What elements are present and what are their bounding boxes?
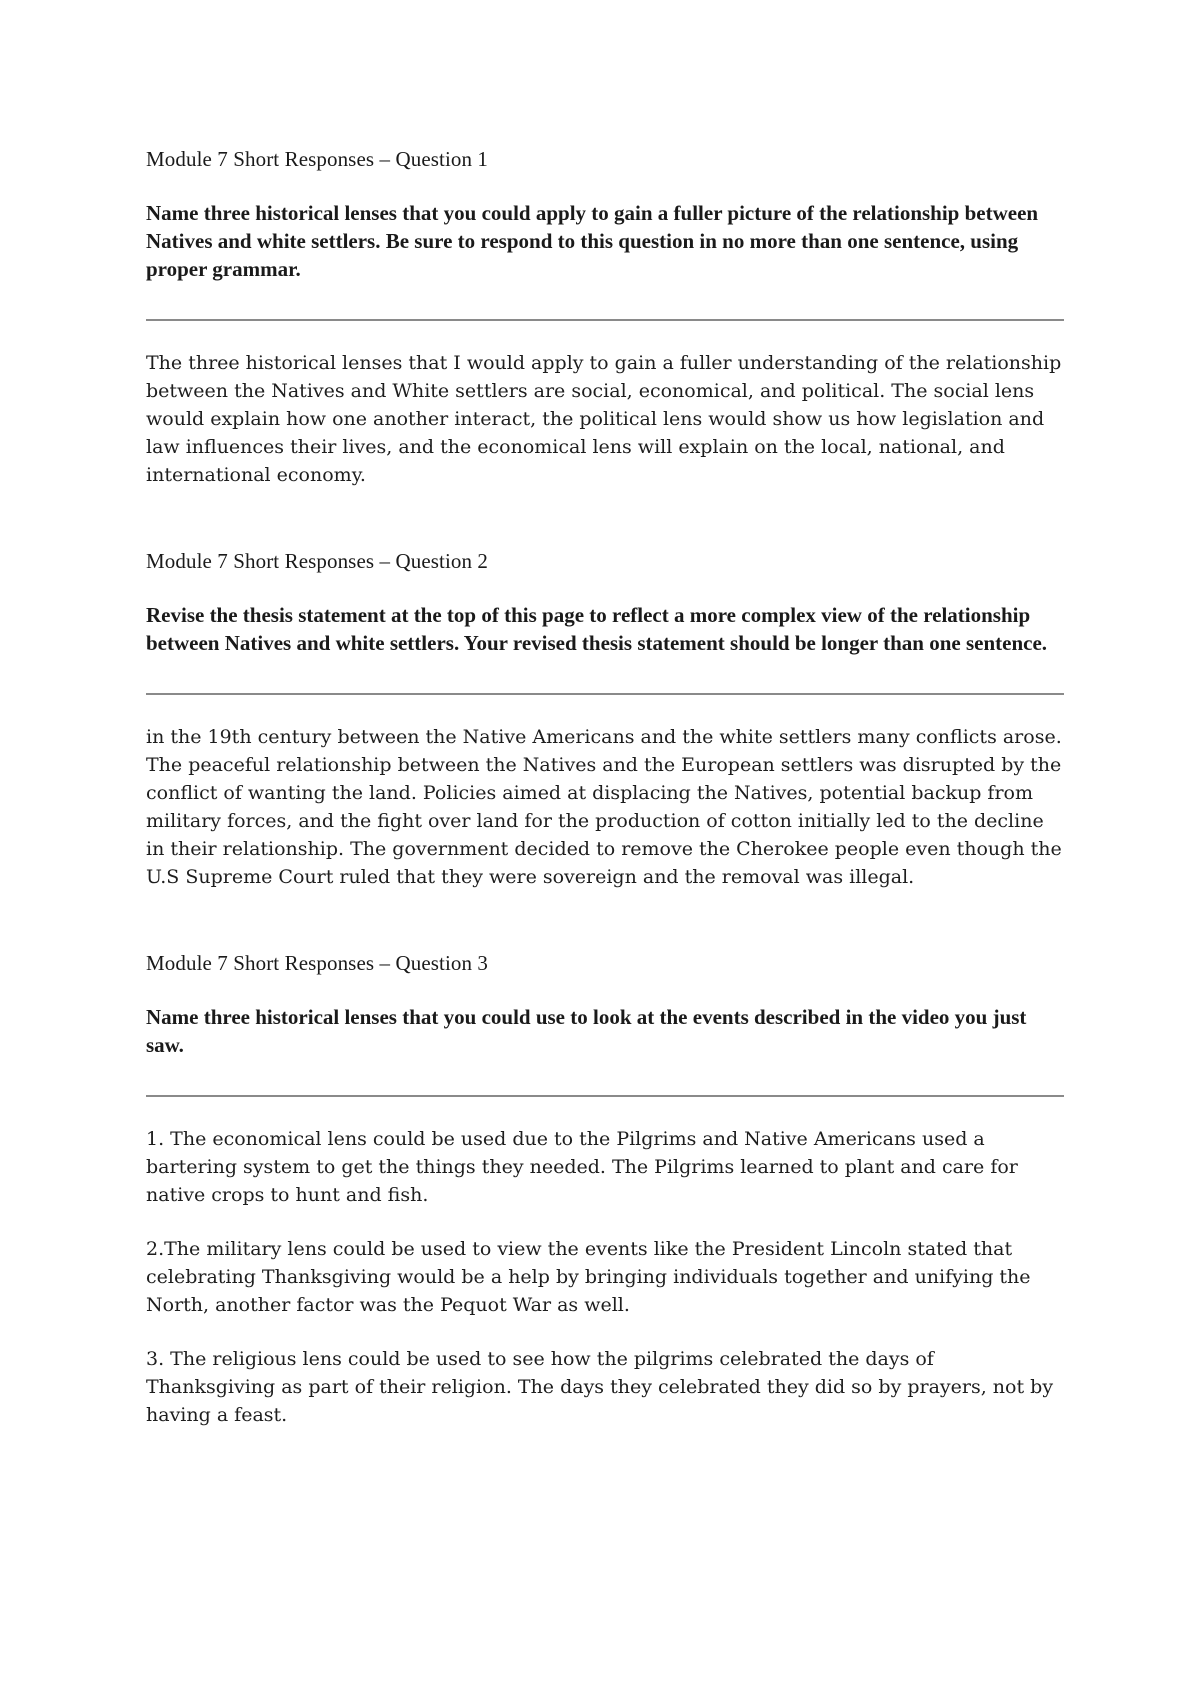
answer-paragraph-1: 1. The economical lens could be used due to the Pilgrims and Native Americans used a bartering system to get the things they needed. The Pilgrims learned to plant and care for native crops to hunt and fish.: [146, 1128, 1018, 1206]
question-3-section: [146, 949, 1064, 1429]
answer-paragraph: The three historical lenses that I would apply to gain a fuller understanding of the relationship between the Natives and White settlers are social, economical, and political. The social lens would explain how one another interact, the political lens would show us how legislation and law influences their lives, and the economical lens will explain on the local, national, and international economy.: [146, 352, 1062, 486]
question-3-title: Module 7 Short Responses – Question 3: [146, 951, 489, 975]
question-1-section: [146, 145, 1064, 489]
question-1-title: Module 7 Short Responses – Question 1: [146, 147, 489, 171]
question-3-prompt: Name three historical lenses that you could use to look at the events described in the video you just saw.: [146, 1005, 1027, 1057]
question-2-section: [146, 547, 1064, 891]
question-2-divider: [146, 693, 1064, 695]
answer-paragraph: in the 19th century between the Native Americans and the white settlers many conflicts arose. The peaceful relationship between the Natives and the European settlers was disrupted by the conflict of wanting the land. Policies aimed at displacing the Natives, potential backup from military forces, and the fight over land for the production of cotton initially led to the decline in their relationship. The government decided to remove the Cherokee people even though the U.S Supreme Court ruled that they were sovereign and the removal was illegal.: [146, 726, 1062, 888]
answer-paragraph-2: 2.The military lens could be used to view the events like the President Lincoln stated that celebrating Thanksgiving would be a help by bringing individuals together and unifying the North, another factor was the Pequot War as well.: [146, 1238, 1031, 1316]
question-2-title: Module 7 Short Responses – Question 2: [146, 549, 489, 573]
question-2-answer: [146, 723, 1064, 891]
document-page: [146, 145, 1064, 1429]
question-2-prompt: Revise the thesis statement at the top of this page to reflect a more complex view of the relationship between Natives and white settlers. Your revised thesis statement should be longer than one sentence.: [146, 603, 1048, 655]
question-1-prompt: Name three historical lenses that you could apply to gain a fuller picture of the relationship between Natives and white settlers. Be sure to respond to this question in no more than one sentence, using proper grammar.: [146, 201, 1039, 281]
question-3-answer: [146, 1125, 1064, 1429]
question-1-answer: [146, 349, 1064, 489]
answer-paragraph-3: 3. The religious lens could be used to see how the pilgrims celebrated the days of Thanksgiving as part of their religion. The days they celebrated they did so by prayers, not by having a feast.: [146, 1348, 1054, 1426]
question-3-divider: [146, 1095, 1064, 1097]
question-1-divider: [146, 319, 1064, 321]
